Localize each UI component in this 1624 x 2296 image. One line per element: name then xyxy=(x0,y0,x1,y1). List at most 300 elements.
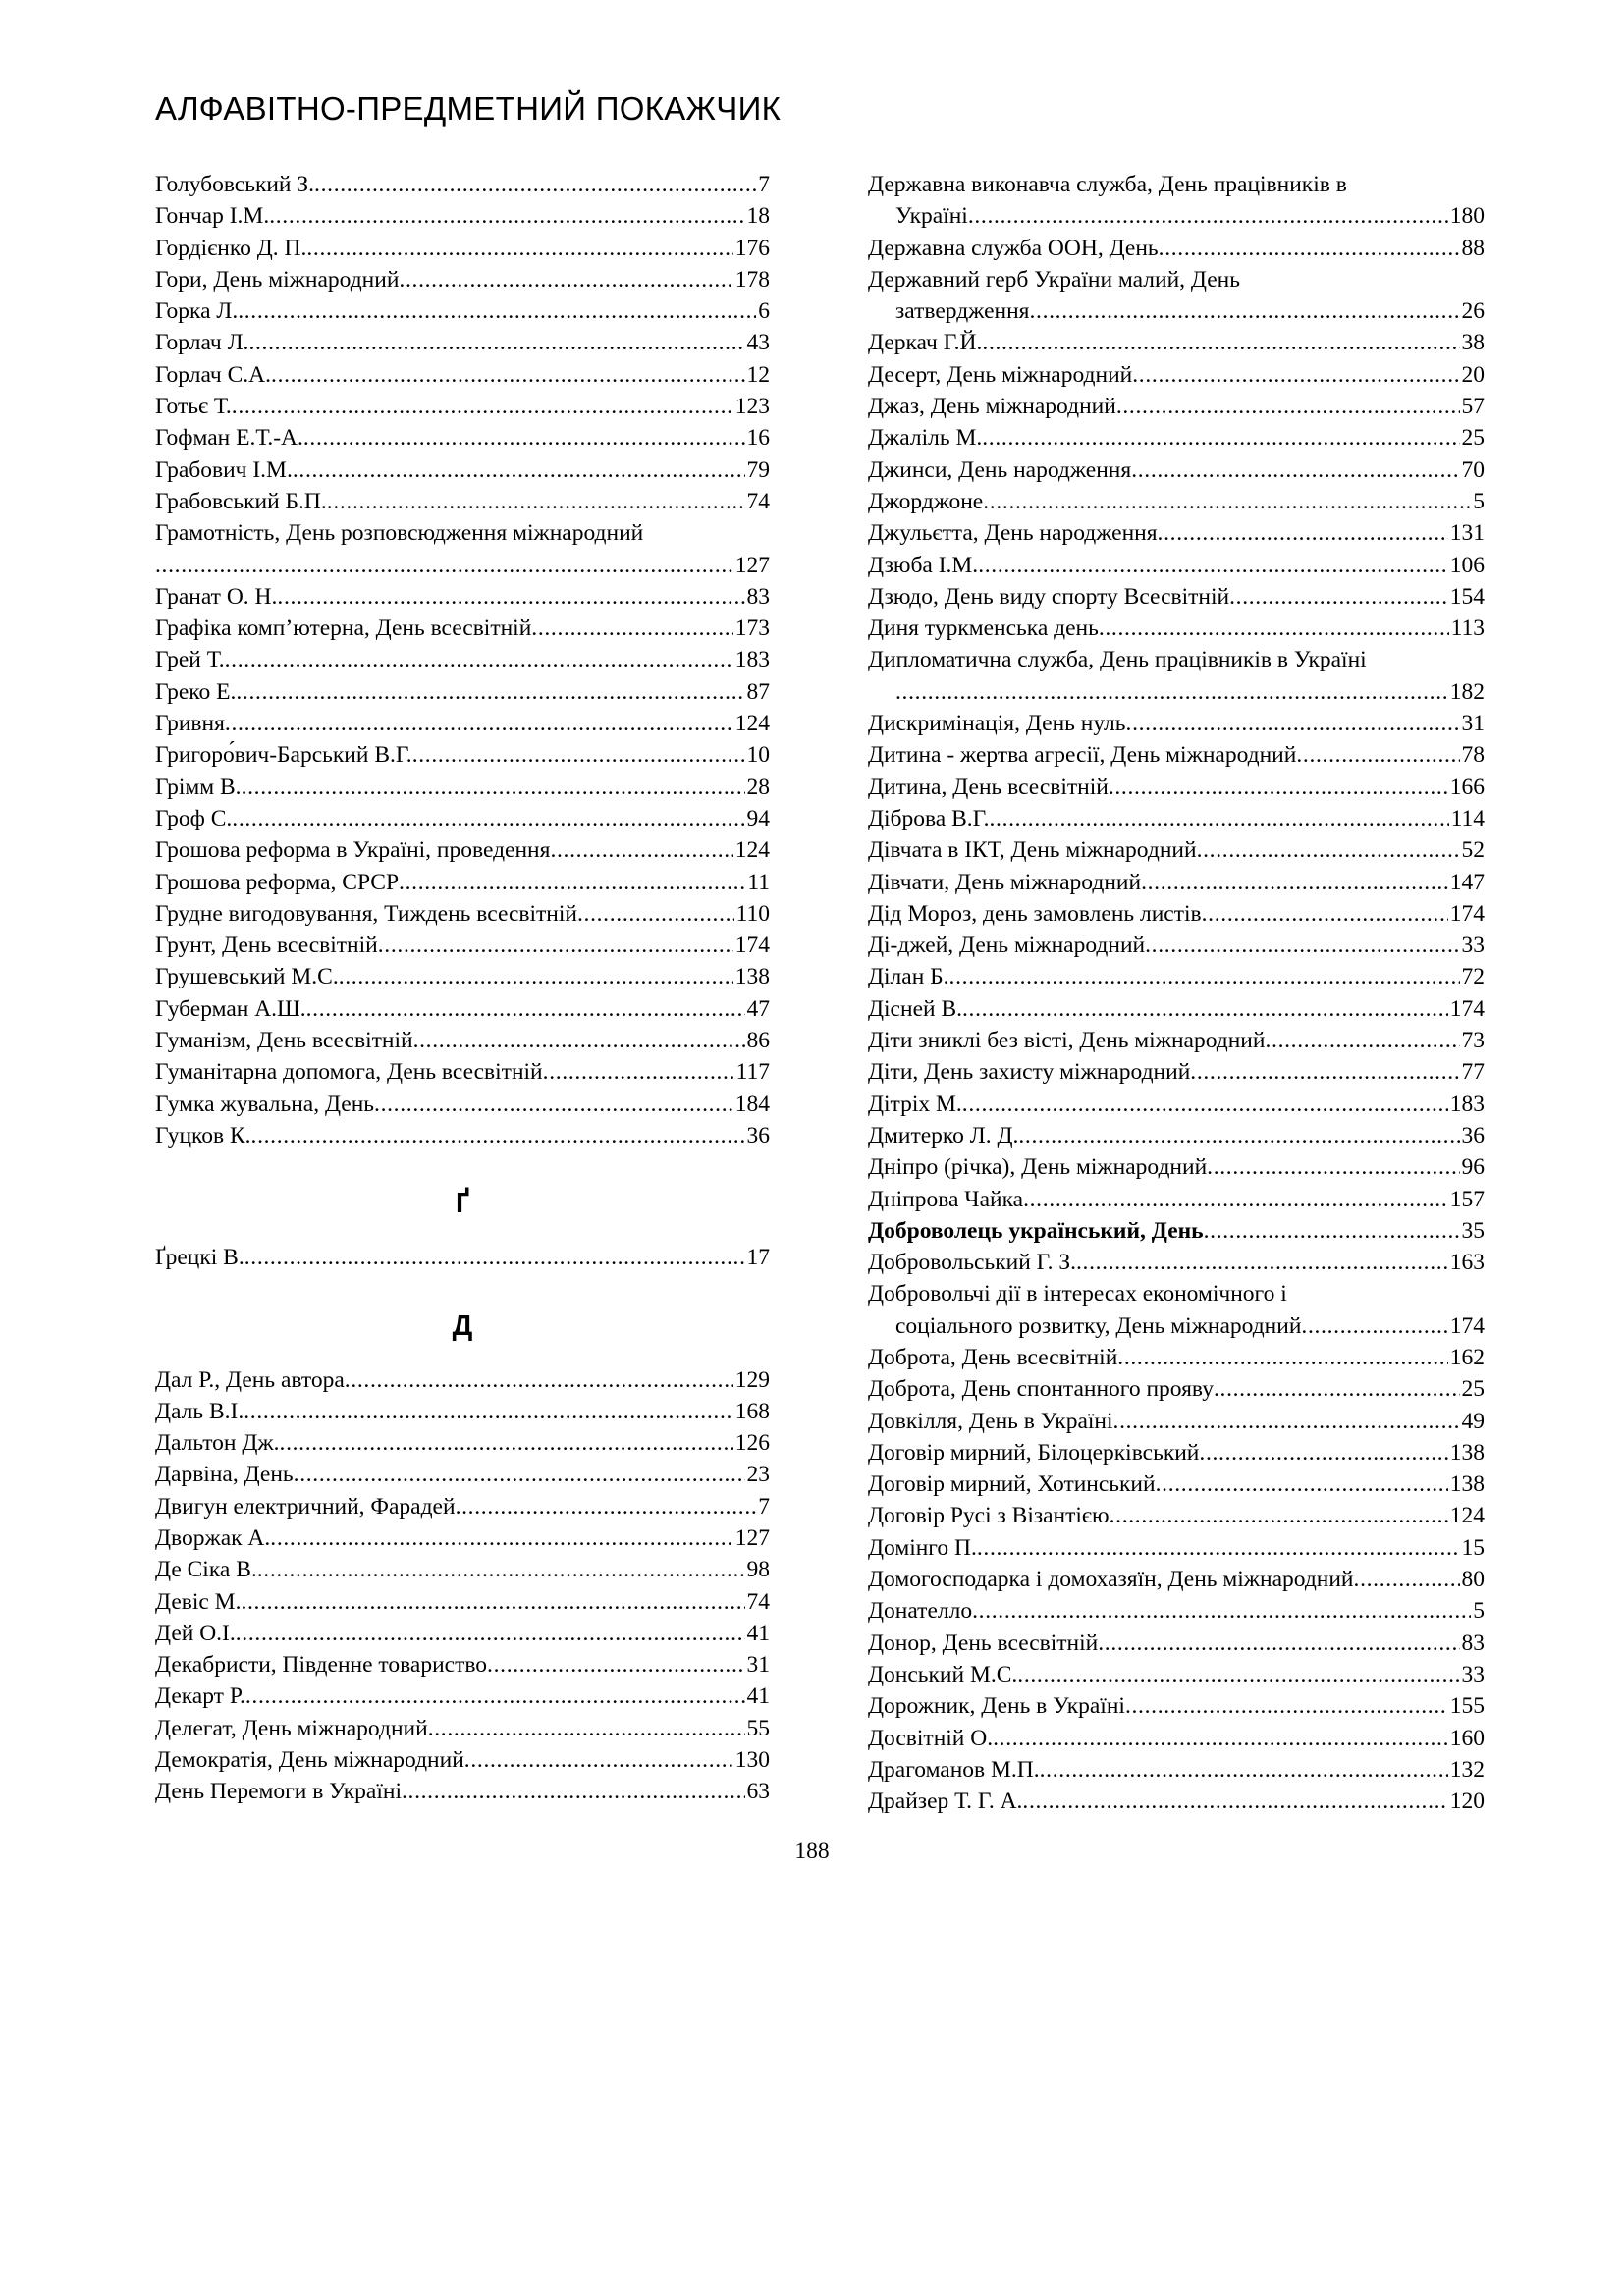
entry-text: Декарт Р. xyxy=(155,1683,245,1710)
entry-text: Дісней В. xyxy=(868,995,962,1022)
dot-leader xyxy=(306,233,732,264)
entry-page: 98 xyxy=(746,1557,770,1583)
index-entry-bold xyxy=(868,1215,1485,1247)
entry-text: Грімм В. xyxy=(155,774,242,800)
dot-leader xyxy=(293,454,745,486)
entry-text: Договір Русі з Візантією xyxy=(868,1503,1110,1529)
dot-leader xyxy=(972,1595,1471,1627)
index-entry-continuation xyxy=(868,1310,1485,1342)
entry-page: 7 xyxy=(758,1493,770,1520)
entry-page: 174 xyxy=(1449,1312,1485,1339)
entry-text: Джаз, День міжнародний xyxy=(868,394,1116,420)
entry-text: Гривня xyxy=(155,711,225,737)
dot-leader xyxy=(1017,1659,1459,1690)
entry-page: 57 xyxy=(1461,394,1485,420)
entry-text: Грабовський Б.П. xyxy=(155,488,327,514)
index-entry xyxy=(868,1120,1485,1151)
entry-text: Дніпрова Чайка xyxy=(868,1186,1024,1212)
dot-leader xyxy=(327,486,745,517)
entry-text: День Перемоги в Україні xyxy=(155,1779,402,1805)
index-column-left xyxy=(155,169,770,1808)
entry-page: 10 xyxy=(746,742,770,769)
entry-title-line: Державна виконавча служба, День працівників в xyxy=(868,172,1347,197)
dot-leader xyxy=(962,1089,1448,1120)
entry-text: Джульєтта, День народження xyxy=(868,520,1158,547)
dot-leader xyxy=(245,1681,745,1712)
entry-text: Дискримінація, День нуль xyxy=(868,711,1126,737)
dot-leader xyxy=(1132,359,1459,391)
entry-page: 79 xyxy=(746,456,770,483)
entry-text: Готьє Т. xyxy=(155,394,232,420)
index-entry xyxy=(868,1151,1485,1183)
entry-page: 117 xyxy=(735,1059,770,1086)
index-entry xyxy=(155,961,770,992)
entry-page: 41 xyxy=(746,1620,770,1646)
dot-leader xyxy=(374,1089,733,1120)
index-entry xyxy=(155,1776,770,1807)
dot-leader xyxy=(306,993,745,1025)
index-entry xyxy=(155,1427,770,1459)
letter-heading-d: Д xyxy=(452,1309,473,1342)
dot-leader xyxy=(303,422,745,454)
letter-heading-g: Ґ xyxy=(455,1188,470,1220)
index-entry-continuation xyxy=(155,550,770,581)
dot-leader xyxy=(294,1459,745,1490)
entry-text: Грошова реформа в Україні, проведення xyxy=(155,837,551,864)
entry-page: 11 xyxy=(747,869,770,895)
index-entry xyxy=(155,1120,770,1151)
dot-leader xyxy=(402,1776,745,1807)
dot-leader xyxy=(232,391,733,422)
entry-text: Гончар І.М. xyxy=(155,203,270,230)
entry-page: 124 xyxy=(1449,1503,1485,1529)
entry-page: 94 xyxy=(746,805,770,831)
dot-leader xyxy=(1190,1056,1459,1088)
entry-page: 131 xyxy=(1449,520,1485,547)
entry-text: Дніпро (річка), День міжнародний xyxy=(868,1154,1208,1181)
entry-text: Дарвіна, День xyxy=(155,1462,294,1488)
dot-leader xyxy=(1354,1564,1460,1595)
entry-page: 74 xyxy=(746,1588,770,1615)
index-entry xyxy=(868,581,1485,613)
index-entry xyxy=(868,898,1485,930)
dot-leader xyxy=(399,867,745,898)
index-entry xyxy=(155,1554,770,1585)
entry-page: 26 xyxy=(1461,298,1485,325)
entry-page: 166 xyxy=(1449,774,1485,800)
index-entry xyxy=(155,1744,770,1776)
index-entry xyxy=(868,1786,1485,1817)
index-entry-continuation xyxy=(868,295,1485,327)
entry-text: Горлач Л. xyxy=(155,330,249,356)
entry-page: 182 xyxy=(1449,678,1485,705)
entry-page: 25 xyxy=(1461,1376,1485,1403)
entry-page: 47 xyxy=(746,995,770,1022)
index-entry xyxy=(868,1532,1485,1564)
entry-page: 157 xyxy=(1449,1186,1485,1212)
entry-text: Державна служба ООН, День xyxy=(868,235,1159,261)
entry-page: 20 xyxy=(1461,361,1485,388)
entry-text: Губерман А.Ш. xyxy=(155,995,306,1022)
entry-page: 183 xyxy=(734,647,770,673)
entry-text: Двигун електричний, Фарадей xyxy=(155,1493,456,1520)
dot-leader xyxy=(280,1427,733,1459)
entry-text: Дівчата в ІКТ, День міжнародний xyxy=(868,837,1197,864)
entry-page: 63 xyxy=(746,1779,770,1805)
index-entry xyxy=(155,613,770,644)
index-entry xyxy=(868,867,1485,898)
dot-leader xyxy=(428,1713,745,1744)
dot-leader xyxy=(1207,1151,1459,1183)
entry-text: Донор, День всесвітній xyxy=(868,1629,1099,1656)
entry-text: Дитина, День всесвітній xyxy=(868,774,1109,800)
entry-page: 72 xyxy=(1461,964,1485,990)
index-entry xyxy=(155,1491,770,1522)
dot-leader xyxy=(1159,233,1460,264)
entry-page: 49 xyxy=(1461,1408,1485,1434)
index-entry xyxy=(868,803,1485,834)
entry-group xyxy=(868,1247,1485,1278)
entry-text: Горлач С.А. xyxy=(155,361,272,388)
entry-page: 124 xyxy=(734,711,770,737)
entry-page: 147 xyxy=(1449,869,1485,895)
entry-page: 106 xyxy=(1449,552,1485,578)
index-entry xyxy=(155,1649,770,1681)
entry-text: Дал Р., День автора xyxy=(155,1366,345,1393)
entry-text: Доброволець український, День xyxy=(868,1217,1204,1244)
dot-leader xyxy=(225,708,733,739)
entry-text: Ґрецкі В. xyxy=(155,1245,244,1271)
entry-page: 33 xyxy=(1461,933,1485,959)
entry-title-line: Грамотність, День розповсюдження міжнародний xyxy=(155,520,644,547)
index-entry xyxy=(155,1025,770,1056)
entry-page: 155 xyxy=(1449,1693,1485,1720)
entry-text: Джорджоне xyxy=(868,488,984,514)
entry-text: Доброта, День всесвітній xyxy=(868,1344,1118,1370)
entry-page: 5 xyxy=(1473,488,1485,514)
dot-leader xyxy=(1126,708,1460,739)
entry-text: Дітріх М. xyxy=(868,1091,962,1117)
entry-text: Ді-джей, День міжнародний xyxy=(868,933,1146,959)
dot-leader xyxy=(277,581,744,613)
entry-text: Дей О.І. xyxy=(155,1620,236,1646)
entry-page: 73 xyxy=(1461,1028,1485,1054)
entry-page: 6 xyxy=(758,298,770,325)
entry-text: Григоро́вич-Барський В.Г. xyxy=(155,742,412,769)
index-entry xyxy=(155,1681,770,1712)
entry-page: 138 xyxy=(1449,1439,1485,1466)
dot-leader xyxy=(1158,517,1448,549)
entry-page: 124 xyxy=(734,837,770,864)
entry-page: 114 xyxy=(1450,805,1485,831)
index-entry xyxy=(868,613,1485,644)
index-entry xyxy=(868,517,1485,549)
index-entry xyxy=(868,1564,1485,1595)
page-number: 188 xyxy=(794,1839,830,1864)
entry-text: Домінго П. xyxy=(868,1534,977,1561)
dot-leader xyxy=(1113,1406,1460,1437)
index-entry xyxy=(868,1184,1485,1215)
entry-group xyxy=(155,1242,770,1273)
index-entry xyxy=(155,1459,770,1490)
entry-page: 123 xyxy=(734,394,770,420)
dot-leader xyxy=(1131,454,1459,486)
entry-page: 38 xyxy=(1461,330,1485,356)
entry-title-line: Дипломатична служба, День працівників в Україні xyxy=(868,647,1367,673)
entry-page: 16 xyxy=(746,425,770,452)
entry-text: Ділан Б. xyxy=(868,964,949,990)
entry-text: Дальтон Дж. xyxy=(155,1430,280,1457)
index-entry xyxy=(868,1468,1485,1500)
dot-leader xyxy=(550,834,732,866)
entry-page: 36 xyxy=(1461,1122,1485,1148)
dot-leader xyxy=(1022,1786,1447,1817)
index-entry xyxy=(155,644,770,675)
dot-leader xyxy=(248,327,744,358)
index-entry xyxy=(155,1713,770,1744)
entry-text: Грей Т. xyxy=(155,647,225,673)
entry-page: 86 xyxy=(746,1028,770,1054)
index-entry xyxy=(868,1089,1485,1120)
entry-text: Договір мирний, Хотинський xyxy=(868,1471,1156,1498)
dot-leader xyxy=(241,1586,744,1618)
index-entry-continuation xyxy=(868,200,1485,232)
entry-text: Драйзер Т. Г. А. xyxy=(868,1789,1023,1815)
entry-group xyxy=(868,327,1485,644)
dot-leader xyxy=(232,803,744,834)
index-entry xyxy=(155,422,770,454)
entry-text: Деркач Г.Й. xyxy=(868,330,983,356)
entry-page: 184 xyxy=(734,1091,770,1117)
entry-text: Де Сіка В. xyxy=(155,1557,257,1583)
dot-leader xyxy=(577,898,734,930)
entry-page: 174 xyxy=(1449,995,1485,1022)
dot-leader xyxy=(314,169,756,200)
index-entry-continuation xyxy=(868,676,1485,708)
index-entry xyxy=(868,930,1485,961)
entry-page: 18 xyxy=(746,203,770,230)
index-entry xyxy=(155,676,770,708)
dot-leader xyxy=(1197,834,1460,866)
entry-text: Дмитерко Л. Д. xyxy=(868,1122,1019,1148)
index-entry xyxy=(155,1396,770,1427)
entry-text: Україні xyxy=(895,203,968,230)
entry-text: Гроф С. xyxy=(155,805,233,831)
index-entry xyxy=(868,1754,1485,1786)
entry-text: Донателло xyxy=(868,1598,973,1625)
entry-page: 23 xyxy=(746,1462,770,1488)
entry-text: затвердження xyxy=(895,298,1030,325)
entry-text: Драгоманов М.П. xyxy=(868,1756,1040,1783)
index-entry xyxy=(155,327,770,358)
entry-page: 174 xyxy=(1449,900,1485,927)
dot-leader xyxy=(1156,1468,1448,1500)
dot-leader xyxy=(1229,581,1448,613)
dot-leader xyxy=(1145,930,1459,961)
index-entry xyxy=(155,1242,770,1273)
index-entry xyxy=(155,233,770,264)
dot-leader xyxy=(1214,1373,1460,1405)
entry-page: 78 xyxy=(1461,742,1485,769)
index-entry xyxy=(868,1437,1485,1468)
entry-text: Джинси, День народження xyxy=(868,456,1132,483)
dot-leader xyxy=(412,739,745,771)
dot-leader xyxy=(1204,1215,1460,1247)
index-entry xyxy=(155,486,770,517)
entry-text: Грошова реформа, СРСР xyxy=(155,869,400,895)
entry-page: 77 xyxy=(1461,1059,1485,1086)
index-entry xyxy=(868,359,1485,391)
index-entry xyxy=(868,391,1485,422)
entry-text: Діброва В.Г. xyxy=(868,805,990,831)
entry-text: Даль В.І. xyxy=(155,1398,244,1424)
index-entry xyxy=(868,1723,1485,1754)
entry-text: Демократія, День міжнародний xyxy=(155,1747,464,1774)
entry-page: 88 xyxy=(1461,235,1485,261)
entry-page: 154 xyxy=(1449,583,1485,610)
entry-page: 80 xyxy=(1461,1567,1485,1593)
dot-leader xyxy=(1199,1437,1447,1468)
entry-title-line: Добровольчі дії в інтересах економічного і xyxy=(868,1281,1287,1308)
entry-text: Графіка комп’ютерна, День всесвітній xyxy=(155,615,532,642)
entry-group xyxy=(868,233,1485,264)
entry-text: Греко Е. xyxy=(155,678,237,705)
index-entry xyxy=(155,772,770,803)
index-entry xyxy=(155,867,770,898)
index-entry xyxy=(868,1025,1485,1056)
entry-text: соціального розвитку, День міжнародний xyxy=(895,1312,1302,1339)
entry-page: 176 xyxy=(734,235,770,261)
dot-leader xyxy=(257,1554,745,1585)
entry-page: 120 xyxy=(1449,1789,1485,1815)
entry-text: Добровольський Г. З. xyxy=(868,1250,1076,1276)
dot-leader xyxy=(1296,739,1459,771)
dot-leader xyxy=(242,772,745,803)
entry-text: Дзюба І.М. xyxy=(868,552,979,578)
entry-page: 126 xyxy=(734,1430,770,1457)
dot-leader xyxy=(1301,1310,1447,1342)
index-entry xyxy=(155,359,770,391)
index-entry xyxy=(868,1247,1485,1278)
index-entry xyxy=(155,295,770,327)
index-entry xyxy=(155,993,770,1025)
index-entry xyxy=(155,930,770,961)
entry-text: Діти зниклі без вісті, День міжнародний xyxy=(868,1028,1266,1054)
dot-leader xyxy=(399,264,732,295)
index-entry xyxy=(868,454,1485,486)
dot-leader xyxy=(251,1120,745,1151)
dot-leader xyxy=(977,1532,1460,1564)
dot-leader xyxy=(270,1522,732,1554)
entry-page: 160 xyxy=(1449,1725,1485,1751)
index-entry xyxy=(868,550,1485,581)
dot-leader xyxy=(456,1491,757,1522)
entry-text: Диня туркменська день xyxy=(868,615,1099,642)
entry-text: Дзюдо, День виду спорту Всесвітній xyxy=(868,583,1230,610)
entry-page: 113 xyxy=(1450,615,1485,642)
entry-page: 163 xyxy=(1449,1250,1485,1276)
dot-leader xyxy=(989,803,1448,834)
entry-page: 7 xyxy=(758,172,770,197)
entry-text: Дівчати, День міжнародний xyxy=(868,869,1142,895)
dot-leader xyxy=(269,200,744,232)
entry-text: Дворжак А. xyxy=(155,1524,271,1551)
entry-text: Гуцков К. xyxy=(155,1122,251,1148)
index-entry xyxy=(868,1373,1485,1405)
index-entry xyxy=(868,1342,1485,1373)
dot-leader xyxy=(1117,1342,1447,1373)
index-entry xyxy=(868,422,1485,454)
entry-page: 83 xyxy=(1461,1629,1485,1656)
dot-leader xyxy=(982,327,1459,358)
entry-text: Декабристи, Південне товариство xyxy=(155,1652,488,1679)
entry-group xyxy=(155,1364,770,1808)
dot-leader xyxy=(978,550,1448,581)
dot-leader xyxy=(378,930,733,961)
index-entry xyxy=(155,200,770,232)
dot-leader xyxy=(236,676,744,708)
dot-leader xyxy=(244,1242,745,1273)
dot-leader xyxy=(155,550,733,581)
index-entry xyxy=(868,772,1485,803)
entry-page: 25 xyxy=(1461,425,1485,452)
dot-leader xyxy=(225,644,733,675)
dot-leader xyxy=(1098,1628,1459,1659)
dot-leader xyxy=(983,486,1471,517)
index-entry xyxy=(155,169,770,200)
entry-text: Дитина - жертва агресії, День міжнародний xyxy=(868,742,1297,769)
entry-page: 31 xyxy=(1461,711,1485,737)
entry-page: 183 xyxy=(1449,1091,1485,1117)
entry-page: 87 xyxy=(746,678,770,705)
entry-text: Гофман Е.Т.-А. xyxy=(155,425,303,452)
entry-text: Гуманізм, День всесвітній xyxy=(155,1028,413,1054)
index-entry xyxy=(155,1364,770,1396)
entry-page: 168 xyxy=(734,1398,770,1424)
index-entry xyxy=(155,898,770,930)
entry-page: 33 xyxy=(1461,1661,1485,1687)
entry-page: 5 xyxy=(1473,1598,1485,1625)
entry-text: Гордієнко Д. П. xyxy=(155,235,307,261)
entry-page: 96 xyxy=(1461,1154,1485,1181)
index-entry xyxy=(155,803,770,834)
dot-leader xyxy=(244,1396,733,1427)
entry-text: Голубовський З. xyxy=(155,172,315,197)
dot-leader xyxy=(1040,1754,1448,1786)
dot-leader xyxy=(1110,1500,1448,1531)
index-entry xyxy=(155,581,770,613)
entry-group xyxy=(868,708,1485,1215)
dot-leader xyxy=(531,613,732,644)
index-entry xyxy=(868,1595,1485,1627)
entry-page: 43 xyxy=(746,330,770,356)
entry-text: Гранат О. Н. xyxy=(155,583,278,610)
dot-leader xyxy=(949,961,1460,992)
dot-leader xyxy=(1076,1247,1448,1278)
entry-page: 41 xyxy=(746,1683,770,1710)
dot-leader xyxy=(1029,295,1459,327)
entry-page: 35 xyxy=(1461,1217,1485,1244)
entry-page: 52 xyxy=(1461,837,1485,864)
dot-leader xyxy=(543,1056,734,1088)
dot-leader xyxy=(464,1744,733,1776)
entry-text: Горка Л. xyxy=(155,298,239,325)
entry-text: Гори, День міжнародний xyxy=(155,266,400,293)
index-entry xyxy=(155,708,770,739)
index-entry xyxy=(155,1056,770,1088)
index-entry xyxy=(155,1586,770,1618)
dot-leader xyxy=(1202,898,1448,930)
